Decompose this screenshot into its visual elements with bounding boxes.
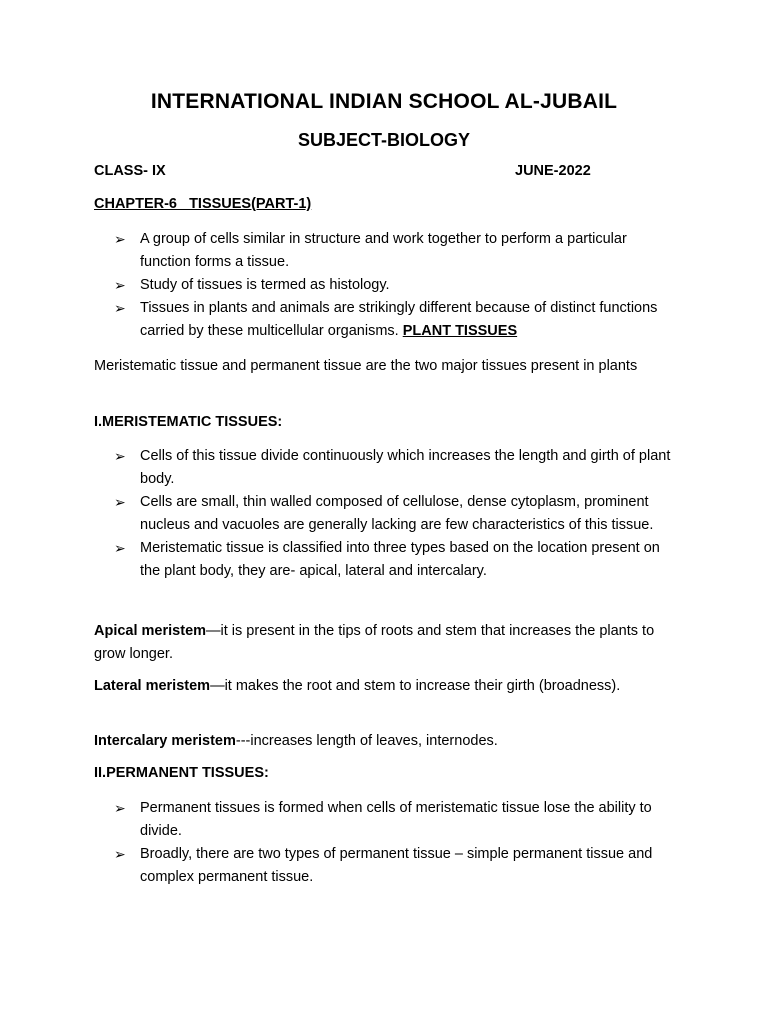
bullet-text: A group of cells similar in structure and work together to perform a particular function forms a tissue. [140,231,627,270]
date-label: JUNE-2022 [515,163,591,179]
list-item [114,228,674,274]
list-item [114,491,674,537]
subject-title: SUBJECT-BIOLOGY [297,130,471,150]
meristematic-heading: I.MERISTEMATIC TISSUES: [94,414,283,430]
intro-bullet-list [114,228,674,343]
apical-meristem-text: —it is present in the tips of roots and stem that increases the plants to grow longer. [94,623,655,662]
arrow-bullet-icon: ➢ [114,448,126,464]
list-item [114,274,674,297]
chapter-title: CHAPTER-6 TISSUES(PART-1) [94,196,312,212]
bullet-text: Cells are small, thin walled composed of cellulose, dense cytoplasm, prominent nucleus and vacuoles are generally lacking are few characteristics of this tissue. [140,494,654,533]
list-item [114,797,674,843]
lateral-meristem-term: Lateral meristem [94,678,211,694]
bullet-text: Study of tissues is termed as histology. [140,277,390,293]
list-item [114,297,674,343]
list-item [114,843,674,889]
arrow-bullet-icon: ➢ [114,846,126,862]
intercalary-meristem-term: Intercalary meristem [94,733,236,749]
bullet-text: Broadly, there are two types of permanent tissue – simple permanent tissue and complex permanent tissue. [140,846,653,885]
list-item [114,537,674,583]
permanent-heading: II.PERMANENT TISSUES: [94,765,269,781]
lateral-meristem-text: —it makes the root and stem to increase their girth (broadness). [210,678,621,694]
meristematic-bullet-list [114,445,674,583]
list-item [114,445,674,491]
lateral-meristem-paragraph [94,675,684,698]
bullet-text: Permanent tissues is formed when cells of meristematic tissue lose the ability to divide. [140,800,652,839]
bullet-text: Meristematic tissue is classified into three types based on the location present on the plant body, they are- apical, lateral and intercalary. [140,540,660,579]
apical-meristem-term: Apical meristem [94,623,207,639]
permanent-bullet-list [114,797,674,889]
arrow-bullet-icon: ➢ [114,231,126,247]
intro-paragraph: Meristematic tissue and permanent tissue are the two major tissues present in plants [94,358,638,374]
arrow-bullet-icon: ➢ [114,540,126,556]
school-title: INTERNATIONAL INDIAN SCHOOL AL-JUBAIL [150,90,618,113]
intercalary-meristem-paragraph [94,730,684,753]
plant-tissues-heading: PLANT TISSUES [402,323,518,339]
class-label: CLASS- IX [94,163,166,179]
apical-meristem-paragraph [94,620,684,666]
bullet-text: Tissues in plants and animals are strikingly different because of distinct functions carried by these multicellular organisms. [140,300,658,339]
arrow-bullet-icon: ➢ [114,300,126,316]
intercalary-meristem-text: ---increases length of leaves, internodes. [235,733,498,749]
arrow-bullet-icon: ➢ [114,494,126,510]
bullet-text: Cells of this tissue divide continuously which increases the length and girth of plant body. [140,448,671,487]
arrow-bullet-icon: ➢ [114,800,126,816]
arrow-bullet-icon: ➢ [114,277,126,293]
